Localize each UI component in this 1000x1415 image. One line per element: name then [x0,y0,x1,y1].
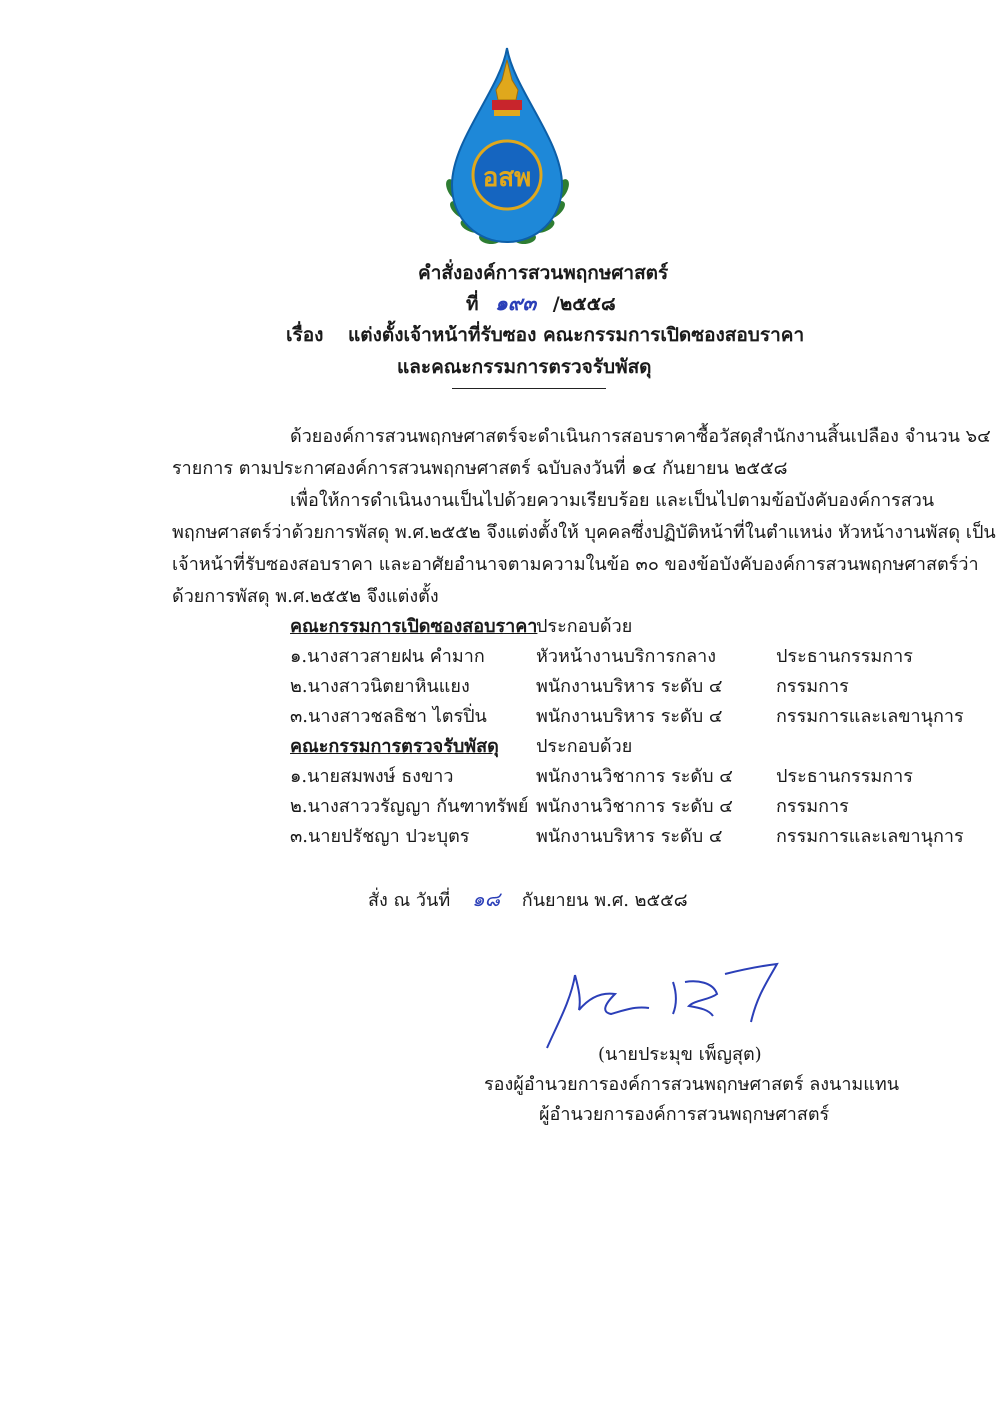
committee-1-consists: ประกอบด้วย [536,616,633,637]
subject-line-2: และคณะกรรมการตรวจรับพัสดุ [397,356,652,378]
order-title: คำสั่งองค์การสวนพฤกษศาสตร์ [418,262,669,284]
member-name: ๑.นายสมพงษ์ ธงขาว [290,766,454,787]
committee-2-title: คณะกรรมการตรวจรับพัสดุ [290,736,499,757]
date-suffix: กันยายน พ.ศ. ๒๕๕๘ [521,890,688,911]
header-divider [452,388,606,389]
order-date [368,883,688,915]
paragraph-2-line-2: พฤกษศาสตร์ว่าด้วยการพัสดุ พ.ศ.๒๕๕๒ จึงแต่งตั้งให้ บุคคลซึ่งปฏิบัติหน้าที่ในตำแหน่ง หัวหน้างานพัสดุ เป็น [172,522,996,543]
subject-label: เรื่อง [286,324,324,346]
member-position: พนักงานวิชาการ ระดับ ๔ [536,766,733,787]
member-role: ประธานกรรมการ [776,766,913,787]
member-position: พนักงานบริหาร ระดับ ๔ [536,826,723,847]
committee-2-consists: ประกอบด้วย [536,736,633,757]
paragraph-2-line-3: เจ้าหน้าที่รับซองสอบราคา และอาศัยอำนาจตามความในข้อ ๓๐ ของข้อบังคับองค์การสวนพฤกษศาสตร์ว่า [172,554,979,575]
committee-1-title: คณะกรรมการเปิดซองสอบราคา [290,616,538,637]
subject-line-1 [286,320,804,350]
date-prefix: สั่ง ณ วันที่ [368,890,451,911]
organization-logo [440,40,575,250]
member-role: กรรมการ [776,796,849,817]
member-position: พนักงานบริหาร ระดับ ๔ [536,706,723,727]
member-role: กรรมการ [776,676,849,697]
signer-name: (นายประมุข เพ็ญสุต) [598,1044,762,1065]
signer-title-1: รองผู้อำนวยการองค์การสวนพฤกษศาสตร์ ลงนามแทน [484,1074,900,1095]
logo-monogram: อสพ [482,163,532,193]
subject-text: แต่งตั้งเจ้าหน้าที่รับซอง คณะกรรมการเปิดซองสอบราคา [348,324,805,346]
paragraph-2-line-4: ด้วยการพัสดุ พ.ศ.๒๕๕๒ จึงแต่งตั้ง [172,586,439,607]
member-position: พนักงานวิชาการ ระดับ ๔ [536,796,733,817]
member-position: หัวหน้างานบริการกลาง [536,646,717,667]
number-suffix: /๒๕๕๘ [552,293,616,315]
member-name: ๑.นางสาวสายฝน คำมาก [290,646,485,667]
member-name: ๓.นางสาวชลธิชา ไตรปิ่น [290,706,487,727]
member-name: ๓.นายปรัชญา ปวะบุตร [290,826,470,847]
paragraph-1-line-2: รายการ ตามประกาศองค์การสวนพฤกษศาสตร์ ฉบับลงวันที่ ๑๔ กันยายน ๒๕๕๘ [172,458,788,479]
member-role: กรรมการและเลขานุการ [776,826,964,847]
member-name: ๒.นางสาววรัญญา กันฑาทรัพย์ [290,796,529,817]
handwritten-number: ๑๙๓ [495,291,537,315]
member-position: พนักงานบริหาร ระดับ ๔ [536,676,723,697]
member-role: กรรมการและเลขานุการ [776,706,964,727]
handwritten-day: ๑๘ [471,887,501,911]
signer-title-2: ผู้อำนวยการองค์การสวนพฤกษศาสตร์ [539,1104,830,1125]
order-number [466,287,616,319]
member-name: ๒.นางสาวนิตยาหินแยง [290,676,470,697]
paragraph-2-line-1: เพื่อให้การดำเนินงานเป็นไปด้วยความเรียบร้อย และเป็นไปตามข้อบังคับองค์การสวน [290,490,935,511]
number-prefix: ที่ [466,293,479,315]
member-role: ประธานกรรมการ [776,646,913,667]
paragraph-1-line-1: ด้วยองค์การสวนพฤกษศาสตร์จะดำเนินการสอบราคาซื้อวัสดุสำนักงานสิ้นเปลือง จำนวน ๖๔ [290,426,991,447]
